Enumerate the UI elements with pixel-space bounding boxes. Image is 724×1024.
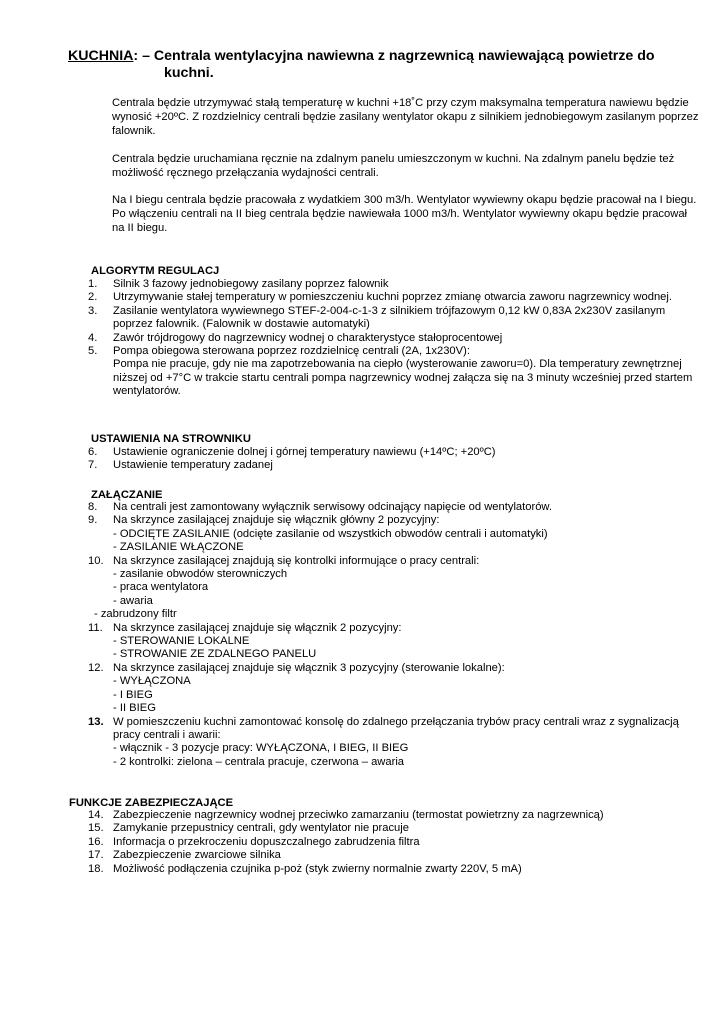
- list-item: [88, 622, 700, 662]
- title-room: KUCHNIA: [68, 48, 134, 64]
- list-item-number: 9.: [88, 514, 98, 527]
- list-item-number: 10.: [88, 554, 104, 567]
- list-item-subline: - WYŁĄCZONA: [113, 675, 191, 688]
- list-item-text: Informacja o przekroczeniu dopuszczalnego zabrudzenia filtra: [113, 835, 420, 848]
- list-item: [88, 716, 700, 770]
- list-item-text: Zabezpieczenie zwarciowe silnika: [113, 849, 281, 862]
- list-item-subline: - awaria: [113, 594, 153, 607]
- list-item: [88, 555, 700, 609]
- list-item: [88, 345, 700, 399]
- list-item: [88, 822, 700, 835]
- list-item: [88, 332, 700, 345]
- list-item-text: Utrzymywanie stałej temperatury w pomieszczeniu kuchni poprzez zmianę otwarcia zaworu nagrzewnicy wodnej.: [113, 291, 672, 304]
- list-item-number: 18.: [88, 862, 104, 875]
- list-item: [88, 514, 700, 554]
- list-item-text: Na skrzynce zasilającej znajduje się włącznik 2 pozycyjny:: [113, 621, 402, 634]
- list-item-subline: - ZASILANIE WŁĄCZONE: [113, 541, 244, 554]
- section-heading-zalaczanie: ZAŁĄCZANIE: [91, 489, 163, 501]
- list-item: [88, 278, 700, 291]
- list-item-number: 2.: [88, 291, 98, 304]
- list-item-text: Na skrzynce zasilającej znajduje się włącznik główny 2 pozycyjny:: [113, 514, 440, 527]
- intro-paragraph-2: Centrala będzie uruchamiana ręcznie na zdalnym panelu umieszczonym w kuchni. Na zdalnym panelu będzie też możliwość ręcznego przełączania wydajności centrali.: [112, 153, 675, 179]
- list-item-number: 5.: [88, 345, 98, 358]
- list-item-number: 13.: [88, 715, 104, 728]
- list-item-subline: - 2 kontrolki: zielona – centrala pracuje, czerwona – awaria: [113, 755, 405, 768]
- list-item: [88, 849, 700, 862]
- list-item-text: Zamykanie przepustnicy centrali, gdy wentylator nie pracuje: [113, 822, 409, 835]
- list-item-text: Na skrzynce zasilającej znajduje się włącznik 3 pozycyjny (sterowanie lokalne):: [113, 661, 505, 674]
- list-item: [88, 836, 700, 849]
- list-item-number: 16.: [88, 835, 104, 848]
- list-item-text: Możliwość podłączenia czujnika p-poż (styk zwierny normalnie zwarty 220V, 5 mA): [113, 862, 522, 875]
- list-item-subline: - zasilanie obwodów sterowniczych: [113, 568, 288, 581]
- list-item: [88, 501, 700, 514]
- list-item-number: 4.: [88, 331, 98, 344]
- list-item-number: 7.: [88, 459, 98, 472]
- list-item: [88, 446, 700, 459]
- list-item-text: Zabezpieczenie nagrzewnicy wodnej przeciwko zamarzaniu (termostat powietrzny za nagrzewnicą): [113, 809, 604, 821]
- list-item-text: Na skrzynce zasilającej znajdują się kontrolki informujące o pracy centrali:: [113, 554, 480, 567]
- list-item-subline: - STEROWANIE LOKALNE: [113, 635, 250, 648]
- list-zalaczanie: [88, 501, 700, 769]
- list-item-number: 14.: [88, 809, 104, 821]
- title-rest: : – Centrala wentylacyjna nawiewna z nagrzewnicą nawiewającą powietrze do: [133, 48, 655, 64]
- list-item-number: 11.: [88, 621, 103, 634]
- section-heading-ustawienia: USTAWIENIA NA STROWNIKU: [91, 433, 251, 445]
- list-item: [88, 291, 700, 304]
- list-item-number: 3.: [88, 304, 98, 317]
- list-item-text: Ustawienie ograniczenie dolnej i górnej temperatury nawiewu (+14ºC; +20ºC): [113, 446, 496, 458]
- section-heading-algorytm: ALGORYTM REGULACJ: [91, 265, 220, 277]
- title-line2: kuchni.: [164, 65, 214, 81]
- list-item-number: 17.: [88, 849, 104, 862]
- list-item-subline: - I BIEG: [113, 688, 153, 701]
- list-item: [88, 459, 700, 472]
- section-heading-funkcje: FUNKCJE ZABEZPIECZAJĄCE: [69, 797, 234, 809]
- intro-paragraph-1: Centrala będzie utrzymywać stałą temperaturę w kuchni +18˚C przy czym maksymalna temperatura nawiewu będzie wynosić +20ºC. Z rozdzielnicy centrali będzie zasilany wentylator okapu z silnikiem jednobiegowym zasilanym poprzez falownik.: [112, 97, 699, 137]
- list-item-number: 12.: [88, 661, 104, 674]
- list-item-number: 15.: [88, 822, 104, 835]
- list-ustawienia: [88, 446, 700, 473]
- list-item-number: 1.: [88, 278, 98, 290]
- list-item-subline: - ODCIĘTE ZASILANIE (odcięte zasilanie od wszystkich obwodów centrali i automatyki): [113, 527, 548, 540]
- intro-paragraph-3: Na I biegu centrala będzie pracowała z wydatkiem 300 m3/h. Wentylator wywiewny okapu będzie pracował na I biegu. Po włączeniu centrali na II bieg centrala będzie nawiewała 1000 m3/h. Wentylator wywiewny okapu będzie pracował na II biegu.: [112, 194, 697, 234]
- list-item: [88, 305, 700, 332]
- list-item-text: Ustawienie temperatury zadanej: [113, 459, 273, 472]
- list-item-text: - zabrudzony filtr: [94, 608, 177, 621]
- list-item-number: 6.: [88, 446, 98, 458]
- list-item-subline: - włącznik - 3 pozycje pracy: WYŁĄCZONA, I BIEG, II BIEG: [113, 742, 409, 755]
- list-item-text: Zasilanie wentylatora wywiewnego STEF-2-004-c-1-3 z silnikiem trójfazowym 0,12 kW 0,83A 2x230V zasilanym poprzez falownik. (Falownik w dostawie automatyki): [113, 304, 666, 331]
- list-item-number: 8.: [88, 501, 98, 513]
- list-item-text: Pompa obiegowa sterowana poprzez rozdzielnicę centrali (2A, 1x230V):: [113, 345, 470, 358]
- list-item-subline: - STROWANIE ZE ZDALNEGO PANELU: [113, 648, 317, 661]
- list-item-text: W pomieszczeniu kuchni zamontować konsolę do zdalnego przełączania trybów pracy centrali wraz z sygnalizacją pracy centrali i awarii:: [113, 715, 679, 741]
- list-item-subline: - II BIEG: [113, 702, 156, 715]
- page-title: [68, 48, 708, 82]
- list-item-subline: Pompa nie pracuje, gdy nie ma zapotrzebowania na ciepło (wysterowanie zaworu=0). Dla temperatury zewnętrznej niższej od +7°C w trakcie startu centrali pompa nagrzewnicy wodnej załącza się na 3 minuty wcześniej przed startem wentylatorów.: [113, 358, 693, 398]
- list-item: [88, 809, 700, 822]
- list-item: [88, 662, 700, 716]
- list-algorytm: [88, 278, 700, 399]
- list-item-text: Silnik 3 fazowy jednobiegowy zasilany poprzez falownik: [113, 278, 389, 290]
- list-item: [88, 863, 700, 876]
- list-item: [94, 608, 700, 621]
- list-funkcje: [88, 809, 700, 876]
- list-item-text: Na centrali jest zamontowany wyłącznik serwisowy odcinający napięcie od wentylatorów.: [113, 501, 552, 513]
- list-item-text: Zawór trójdrogowy do nagrzewnicy wodnej o charakterystyce stałoprocentowej: [113, 331, 503, 344]
- list-item-subline: - praca wentylatora: [113, 581, 209, 594]
